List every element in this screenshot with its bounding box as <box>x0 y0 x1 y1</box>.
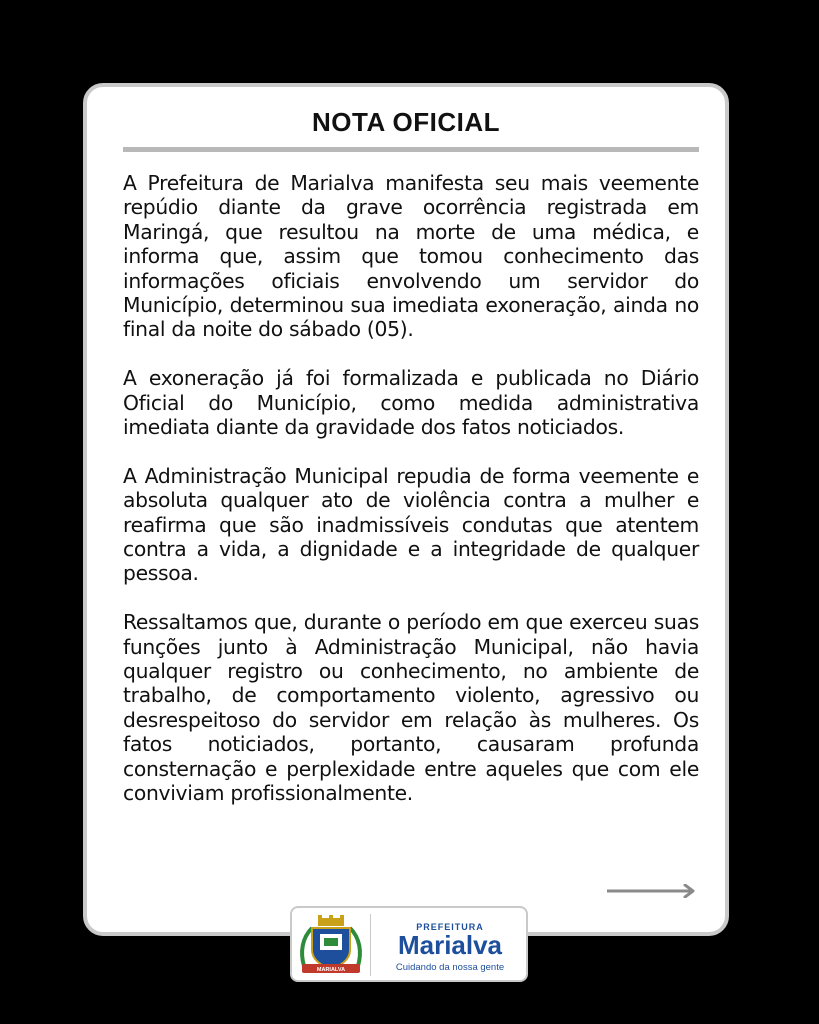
logo-prefix: PREFEITURA <box>416 922 484 932</box>
official-note-card <box>83 83 729 936</box>
note-paragraph-4: Ressaltamos que, durante o período em que exerceu suas funções junto à Administração Municipal, não havia qualquer registro ou conhecimento, no ambiente de trabalho, de comportamento violento, agressivo ou desrespeitoso do servidor em relação às mulheres. Os fatos noticiados, portanto, causaram profunda consternação e perplexidade entre aqueles que com ele conviviam profissionalmente. <box>123 610 699 806</box>
arrow-right-icon[interactable] <box>607 884 699 898</box>
logo-tagline: Cuidando da nossa gente <box>395 962 505 973</box>
title-underline <box>123 147 699 152</box>
note-paragraph-2: A exoneração já foi formalizada e publicada no Diário Oficial do Município, como medida administrativa imediata diante da gravidade dos fatos noticiados. <box>123 366 699 440</box>
note-title: NOTA OFICIAL <box>312 107 500 137</box>
prefeitura-logo <box>290 906 528 982</box>
municipal-crest-icon <box>298 914 364 976</box>
crest-ribbon-text: MARIALVA <box>316 967 346 973</box>
note-paragraph-3: A Administração Municipal repudia de forma veemente e absoluta qualquer ato de violência contra a mulher e reafirma que são inadmissíveis condutas que atentem contra a vida, a dignidade e a integridade de qualquer pessoa. <box>123 463 699 586</box>
logo-divider <box>370 914 371 976</box>
note-body <box>123 171 699 830</box>
note-paragraph-1: A Prefeitura de Marialva manifesta seu mais veemente repúdio diante da grave ocorrência registrada em Maringá, que resultou na morte de uma médica, e informa que, assim que tomou conhecimento das informações oficiais envolvendo um servidor do Município, determinou sua imediata exoneração, ainda no final da noite do sábado (05). <box>123 171 699 342</box>
logo-name: Marialva <box>397 930 503 960</box>
